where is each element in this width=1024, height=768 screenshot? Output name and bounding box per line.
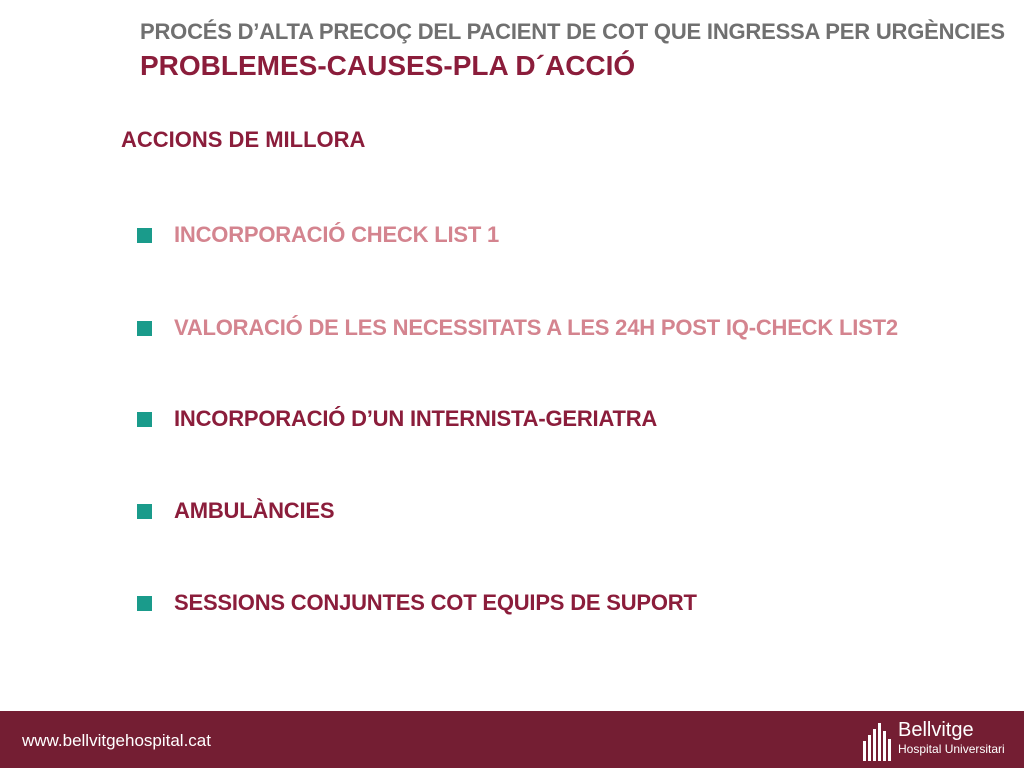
logo-name: Bellvitge xyxy=(898,719,974,741)
bullet-square-icon xyxy=(137,412,152,427)
footer-website-link[interactable]: www.bellvitgehospital.cat xyxy=(22,731,211,750)
bullet-square-icon xyxy=(137,596,152,611)
slide-title: PROBLEMES-CAUSES-PLA D´ACCIÓ xyxy=(140,50,636,81)
list-item-valoracio xyxy=(137,313,898,343)
list-item-label: INCORPORACIÓ CHECK LIST 1 xyxy=(174,222,500,247)
bullet-square-icon xyxy=(137,228,152,243)
logo-subtitle: Hospital Universitari xyxy=(898,742,1005,756)
list-item-internista xyxy=(137,404,657,434)
list-item-sessions xyxy=(137,588,697,618)
building-columns-icon xyxy=(862,721,894,761)
list-item-label: SESSIONS CONJUNTES COT EQUIPS DE SUPORT xyxy=(174,590,697,615)
bullet-square-icon xyxy=(137,504,152,519)
section-heading: ACCIONS DE MILLORA xyxy=(121,127,366,152)
bullet-square-icon xyxy=(137,321,152,336)
footer-bar xyxy=(0,711,1024,768)
list-item-label: VALORACIÓ DE LES NECESSITATS A LES 24H POST IQ-CHECK LIST2 xyxy=(174,315,898,340)
hospital-logo xyxy=(862,719,1012,763)
slide-supertitle: PROCÉS D’ALTA PRECOÇ DEL PACIENT DE COT QUE INGRESSA PER URGÈNCIES xyxy=(140,19,1005,44)
list-item-check-list-1 xyxy=(137,220,499,250)
list-item-ambulancies xyxy=(137,496,334,526)
list-item-label: INCORPORACIÓ D’UN INTERNISTA-GERIATRA xyxy=(174,406,658,431)
list-item-label: AMBULÀNCIES xyxy=(174,498,335,523)
